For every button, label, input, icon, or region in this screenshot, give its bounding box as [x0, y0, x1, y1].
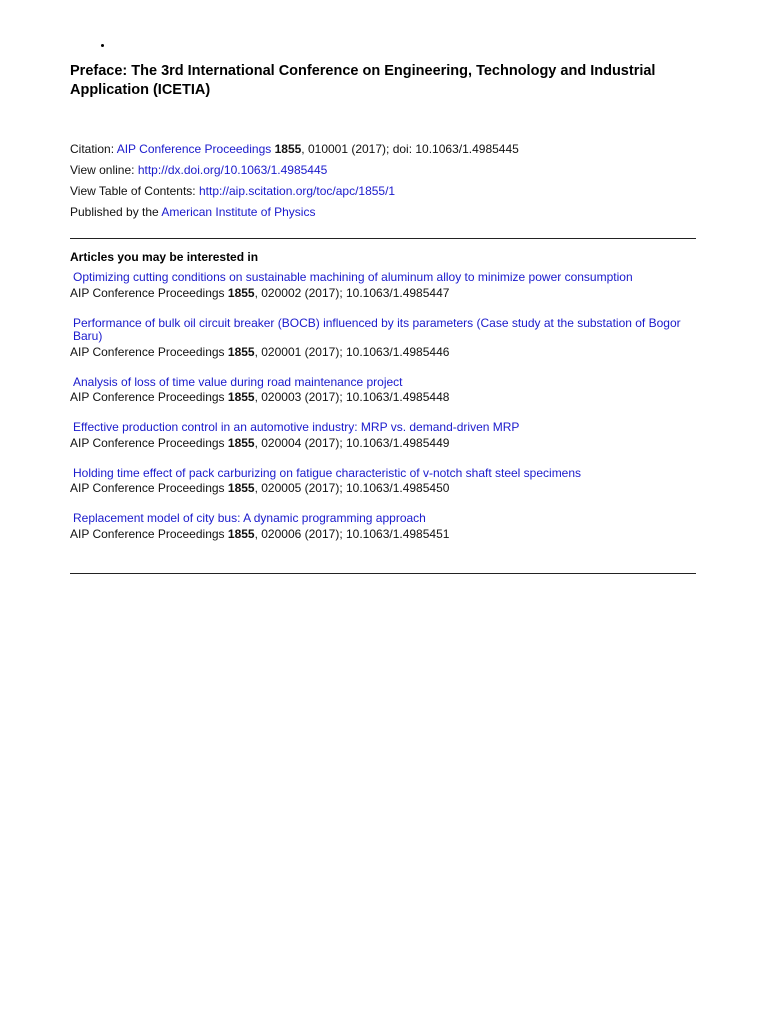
published-by-line [70, 202, 696, 223]
view-toc-line [70, 181, 696, 202]
published-by-label: Published by the [70, 205, 159, 219]
article-citation [70, 482, 696, 496]
article-title-link[interactable]: Performance of bulk oil circuit breaker (BOCB) influenced by its parameters (Case study at the substation of Bogor Baru) [73, 315, 681, 343]
article-journal: AIP Conference Proceedings [70, 285, 225, 300]
list-item [70, 271, 696, 300]
article-journal: AIP Conference Proceedings [70, 435, 225, 450]
article-title-link[interactable]: Optimizing cutting conditions on sustainable machining of aluminum alloy to minimize power consumption [73, 270, 633, 284]
citation-rest: , 010001 (2017); doi: 10.1063/1.4985445 [301, 142, 519, 156]
article-citation-rest: , 020005 (2017); 10.1063/1.4985450 [254, 481, 450, 495]
view-online-link[interactable]: http://dx.doi.org/10.1063/1.4985445 [137, 163, 328, 177]
article-journal: AIP Conference Proceedings [70, 526, 225, 541]
article-citation-rest: , 020006 (2017); 10.1063/1.4985451 [254, 526, 450, 541]
divider-bottom [70, 573, 696, 574]
article-citation [70, 391, 696, 405]
citation-journal-link[interactable]: AIP Conference Proceedings [116, 142, 272, 156]
article-citation-rest: , 020001 (2017); 10.1063/1.4985446 [254, 344, 450, 359]
article-journal: AIP Conference Proceedings [70, 344, 225, 359]
article-volume: 1855 [227, 344, 255, 359]
related-articles-list [70, 271, 696, 558]
divider-top [70, 238, 696, 239]
article-citation-rest: , 020002 (2017); 10.1063/1.4985447 [254, 285, 450, 300]
view-toc-link[interactable]: http://aip.scitation.org/toc/apc/1855/1 [198, 184, 396, 198]
article-title-link[interactable]: Analysis of loss of time value during road maintenance project [73, 374, 403, 389]
citation-line [70, 139, 696, 160]
citation-label: Citation: [70, 142, 115, 156]
article-journal: AIP Conference Proceedings [70, 481, 225, 495]
article-title-link[interactable]: Replacement model of city bus: A dynamic programming approach [73, 511, 426, 525]
article-citation [70, 287, 696, 301]
citation-volume: 1855 [274, 142, 302, 156]
list-item [70, 421, 696, 450]
article-volume: 1855 [227, 435, 255, 450]
article-citation [70, 528, 696, 542]
article-citation-rest: , 020003 (2017); 10.1063/1.4985448 [254, 390, 450, 404]
view-toc-label: View Table of Contents: [70, 184, 196, 198]
article-volume: 1855 [227, 390, 255, 404]
article-journal: AIP Conference Proceedings [70, 390, 225, 404]
view-online-label: View online: [70, 163, 135, 177]
view-online-line [70, 160, 696, 181]
article-title-link[interactable]: Holding time effect of pack carburizing on fatigue characteristic of v-notch shaft steel specimens [73, 465, 582, 480]
page-title: Preface: The 3rd International Conference on Engineering, Technology and Industrial Application (ICETIA) [70, 63, 656, 98]
article-citation-rest: , 020004 (2017); 10.1063/1.4985449 [254, 435, 450, 450]
publisher-link[interactable]: American Institute of Physics [161, 205, 316, 219]
list-item [70, 467, 696, 496]
article-title-link[interactable]: Effective production control in an automotive industry: MRP vs. demand-driven MRP [73, 420, 520, 434]
article-volume: 1855 [227, 285, 255, 300]
logo-dot [101, 44, 104, 47]
article-citation [70, 346, 696, 360]
article-volume: 1855 [227, 526, 255, 541]
list-item [70, 512, 696, 541]
article-volume: 1855 [227, 481, 255, 495]
citation-block [70, 139, 696, 223]
list-item [70, 317, 696, 360]
list-item [70, 376, 696, 405]
article-citation [70, 437, 696, 451]
articles-heading: Articles you may be interested in [70, 250, 259, 264]
